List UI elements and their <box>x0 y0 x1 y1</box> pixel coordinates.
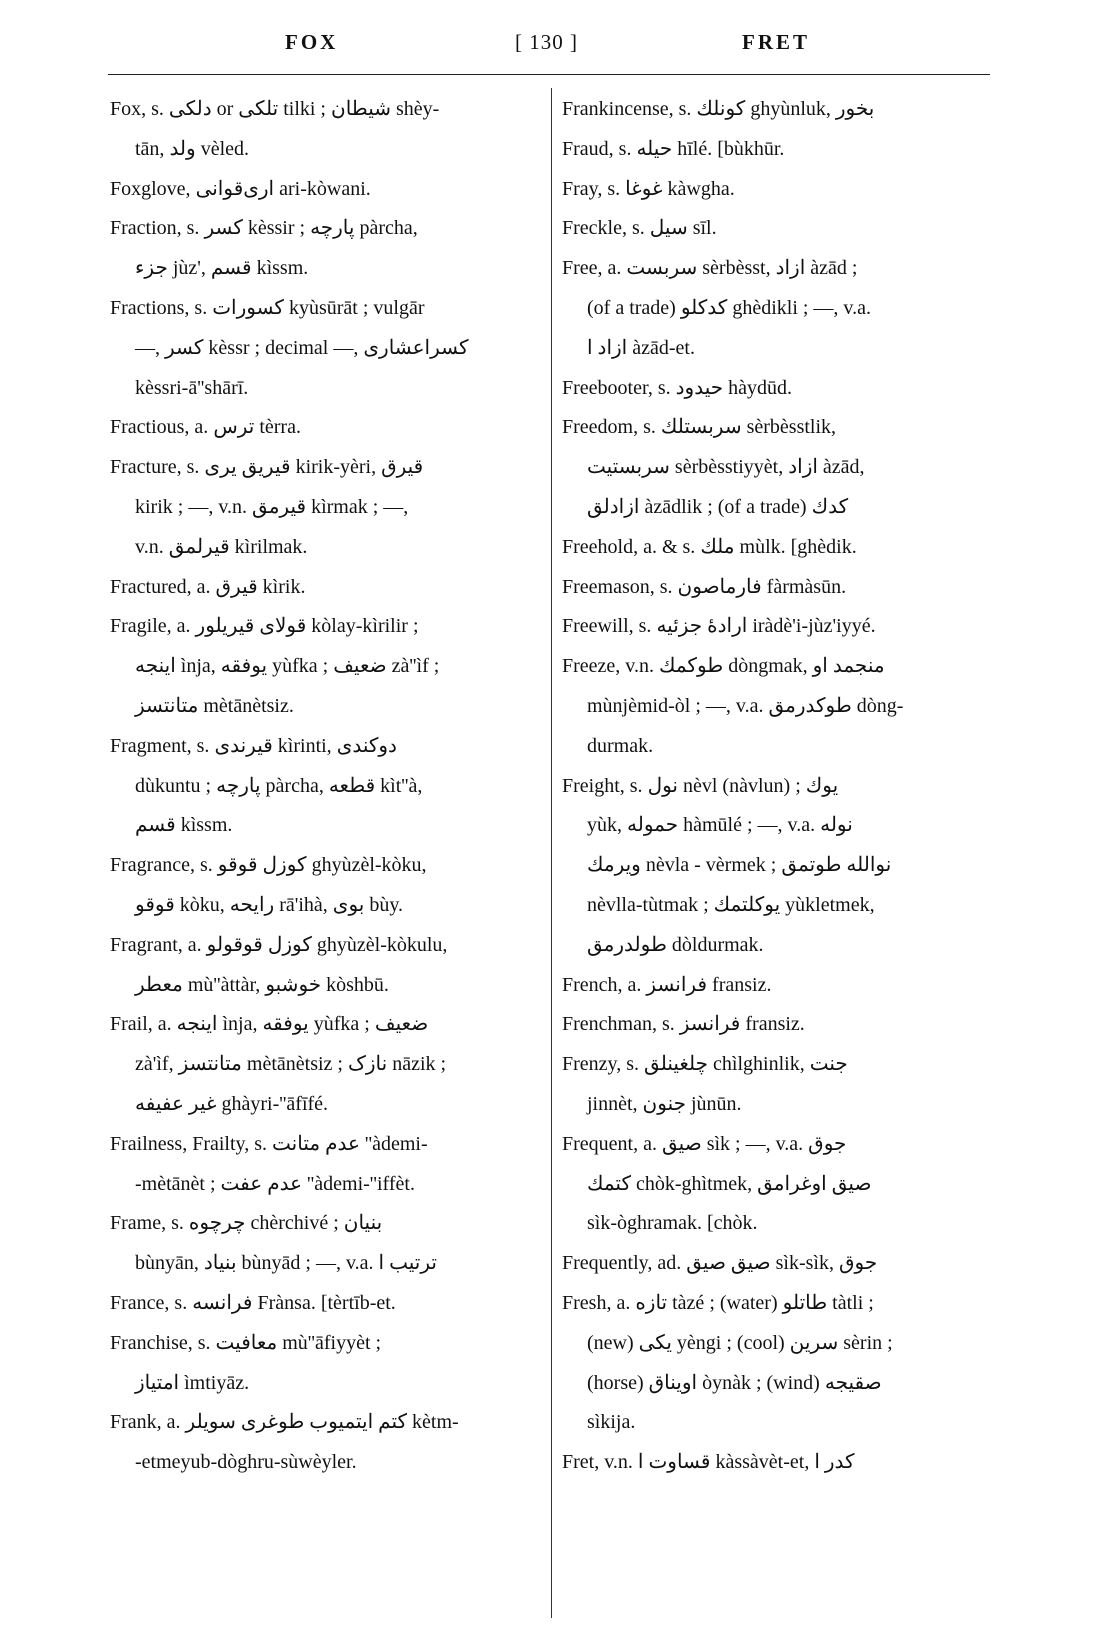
entry-line: Freemason, s. فارماصون fàrmàsūn. <box>562 575 847 598</box>
entry-line: Freight, s. نول nèvl (nàvlun) ; یوك <box>562 774 839 797</box>
entry-line: Freehold, a. & s. ملك mùlk. [ghèdik. <box>562 535 857 558</box>
entry-line: nèvlla-tùtmak ; یوکلتمك yùkletmek, <box>587 893 875 916</box>
entry-line: (horse) اویناق òynàk ; (wind) صقیجه <box>587 1371 882 1394</box>
entry-line: Frailness, Frailty, s. عدم متانت ''àdemi- <box>110 1132 428 1155</box>
entry-line: durmak. <box>587 734 654 757</box>
entry-line: Fragment, s. قیرندی kìrinti, دوکندی <box>110 734 397 757</box>
entry-line: Franchise, s. معافیت mù''āfiyyèt ; <box>110 1331 382 1354</box>
entry-line: (new) یکی yèngi ; (cool) سرین sèrin ; <box>587 1331 893 1354</box>
entry-line: zà'ìf, متانتسز mètānètsiz ; نازک nāzik ; <box>135 1053 447 1076</box>
entry-line: جزء jùz', قسم kìssm. <box>135 257 309 280</box>
entry-line: Fragrant, a. کوزل قوقولو ghyùzèl-kòkulu, <box>110 933 448 956</box>
header-last-word: FRET <box>742 30 811 54</box>
entry-line: Frequent, a. صیق sìk ; —, v.a. جوق <box>562 1132 847 1155</box>
entry-line: France, s. فرانسه Frànsa. [tèrtīb-et. <box>110 1291 396 1314</box>
entry-line: Freedom, s. سربستلك sèrbèsstlik, <box>562 416 837 439</box>
entry-line: yùk, حموله hàmūlé ; —, v.a. نوله <box>587 814 853 837</box>
entry-line: Fraud, s. حیله hīlé. [bùkhūr. <box>562 137 785 160</box>
entry-line: -etmeyub-dòghru-sùwèyler. <box>135 1451 357 1474</box>
column-divider <box>551 88 552 1618</box>
entry-line: Fray, s. غوغا kàwgha. <box>562 177 735 200</box>
entry-line: Frank, a. کتم ایتمیوب طوغری سویلر kètm- <box>110 1411 459 1434</box>
entry-line: قسم kìssm. <box>135 814 233 837</box>
entry-line: کتمك chòk-ghìtmek, صیق اوغرامق <box>587 1172 872 1195</box>
entry-line: Fractions, s. کسورات kyùsūrāt ; vulgār <box>110 296 425 319</box>
entry-line: sìk-òghramak. [chòk. <box>587 1212 758 1235</box>
entry-line: Fractious, a. ترس tèrra. <box>110 416 301 439</box>
entry-line: tān, ولد vèled. <box>135 137 249 160</box>
entry-line: Fractured, a. قیرق kìrik. <box>110 575 306 598</box>
entry-line: dùkuntu ; پارچه pàrcha, قطعه kìt''à, <box>135 774 423 797</box>
entry-line: Fracture, s. قیریق یری kirik-yèri, قیرق <box>110 456 424 479</box>
entry-line: غیر عفیفه ghàyri-''āfīfé. <box>135 1092 329 1115</box>
entry-line: -mètānèt ; عدم عفت ''àdemi-''iffèt. <box>135 1172 415 1195</box>
entry-line: قوقو kòku, رایحه rā'ihà, بوی bùy. <box>135 893 404 916</box>
entry-line: Fragrance, s. کوزل قوقو ghyùzèl-kòku, <box>110 854 427 877</box>
entry-line: kirik ; —, v.n. قیرمق kìrmak ; —, <box>135 495 409 518</box>
entry-line: امتیاز ìmtiyāz. <box>135 1371 250 1394</box>
header-first-word: FOX <box>285 30 339 54</box>
entry-line: bùnyān, بنیاد bùnyād ; —, v.a. ترتیب ا <box>135 1252 437 1275</box>
entry-line: jinnèt, جنون jùnūn. <box>587 1092 742 1115</box>
page-header <box>110 30 990 70</box>
entry-line: طولدرمق dòldurmak. <box>587 933 764 956</box>
entry-line: Fragile, a. قولای قیریلور kòlay-kìrilir ; <box>110 615 419 638</box>
entry-line: ازادلق àzādlik ; (of a trade) کدك <box>587 495 849 518</box>
entry-line: Frame, s. چرچوه chèrchivé ; بنیان <box>110 1212 383 1235</box>
entry-line: French, a. فرانسز fransiz. <box>562 973 772 996</box>
entry-line: (of a trade) کدکلو ghèdikli ; —, v.a. <box>587 296 872 319</box>
entry-line: Fresh, a. تازه tàzé ; (water) طاتلو tàtli ; <box>562 1291 874 1314</box>
entry-line: Frequently, ad. صیق صیق sìk-sìk, جوق <box>562 1252 878 1275</box>
entry-line: Fraction, s. کسر kèssir ; پارچه pàrcha, <box>110 217 418 240</box>
left-column <box>110 90 530 1483</box>
entry-line: Fret, v.n. قساوت ا kàssàvèt-et, کدر ا <box>562 1451 855 1474</box>
entry-line: Frankincense, s. کونلك ghyùnluk, بخور <box>562 98 875 120</box>
entry-line: Freeze, v.n. طوکمك dòngmak, منجمد او <box>562 655 885 678</box>
entry-line: mùnjèmid-òl ; —, v.a. طوکدرمق dòng- <box>587 694 904 717</box>
entry-line: ویرمك nèvla - vèrmek ; نوالله طوتمق <box>587 854 892 877</box>
entry-line: Free, a. سربست sèrbèsst, ازاد àzād ; <box>562 257 858 280</box>
entry-line: Frail, a. اینجه ìnja, یوفقه yùfka ; ضعیف <box>110 1013 429 1036</box>
entry-line: Freckle, s. سیل sīl. <box>562 217 717 240</box>
entry-line: Frenzy, s. چلغینلق chìlghinlik, جنت <box>562 1053 848 1076</box>
entry-line: اینجه ìnja, یوفقه yùfka ; ضعیف zà''ìf ; <box>135 655 440 678</box>
entry-line: Fox, s. دلکی or تلکی tilki ; شیطان shèy- <box>110 98 440 120</box>
entry-line: متانتسز mètānètsiz. <box>135 694 294 717</box>
page-number: [ 130 ] <box>515 30 578 54</box>
entry-line: Foxglove, اری‌قوانی ari-kòwani. <box>110 177 371 200</box>
entry-line: —, کسر kèssr ; decimal —, کسراعشاری <box>135 336 469 359</box>
entry-line: Freewill, s. ارادهٔ جزئیه iràdè'i-jùz'iyyé. <box>562 615 876 638</box>
entry-line: kèssri-ā''shārī. <box>135 376 249 399</box>
entry-line: معطر mù''àttàr, خوشبو kòshbū. <box>135 973 389 996</box>
header-rule <box>108 74 990 75</box>
entry-line: سربستیت sèrbèsstiyyèt, ازاد àzād, <box>587 456 865 479</box>
entry-line: sìkija. <box>587 1411 636 1434</box>
entry-line: Freebooter, s. حیدود hàydūd. <box>562 376 792 399</box>
entry-line: ازاد ا àzād-et. <box>587 336 695 359</box>
entry-line: v.n. قیرلمق kìrilmak. <box>135 535 308 558</box>
entry-line: Frenchman, s. فرانسز fransiz. <box>562 1013 805 1036</box>
right-column <box>562 90 982 1483</box>
